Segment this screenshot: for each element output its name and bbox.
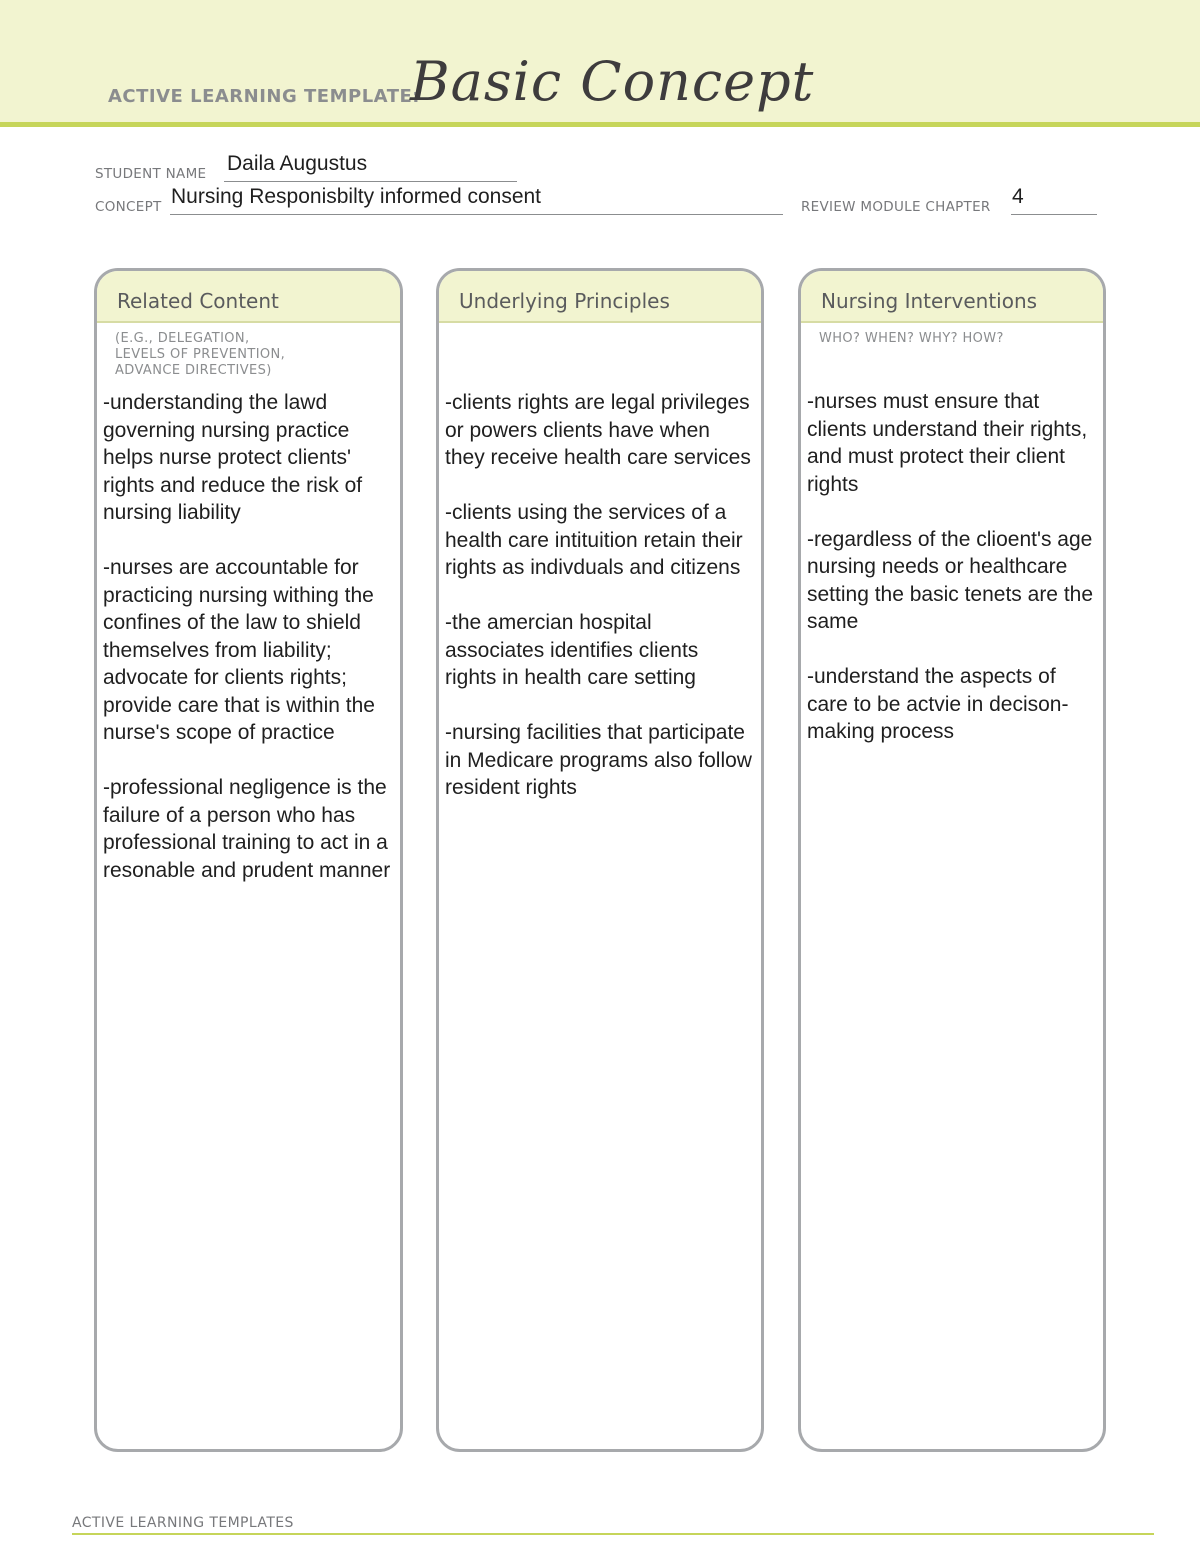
template-label: ACTIVE LEARNING TEMPLATE: (108, 86, 420, 107)
student-name-label: STUDENT NAME (95, 166, 207, 182)
footer-label: ACTIVE LEARNING TEMPLATES (72, 1515, 294, 1531)
panel-header (439, 271, 761, 323)
panel-header (97, 271, 400, 323)
panel-subtitle: WHO? WHEN? WHY? HOW? (819, 331, 1004, 346)
paragraph: -understand the aspects of care to be actvie in decison-making process (807, 665, 1069, 743)
panel-body[interactable] (807, 388, 1095, 773)
paragraph: -the amercian hospital associates identifies clients rights in health care setting (445, 611, 699, 689)
template-title: Basic Concept (410, 50, 815, 113)
panel-header (801, 271, 1103, 323)
paragraph: -professional negligence is the failure of a person who has professional training to act in a resonable and prudent manner (103, 776, 391, 882)
panel-body[interactable] (445, 389, 753, 829)
panel-related-content (94, 268, 403, 1452)
panel-title: Nursing Interventions (821, 289, 1038, 313)
header-rule (0, 122, 1200, 127)
concept-line (170, 214, 783, 215)
paragraph: -nursing facilities that participate in Medicare programs also follow resident rights (445, 721, 752, 799)
paragraph: -clients rights are legal privileges or powers clients have when they receive health care services (445, 391, 751, 469)
paragraph: -understanding the lawd governing nursing practice helps nurse protect clients' rights and reduce the risk of nursing liability (103, 391, 363, 524)
review-module-value[interactable]: 4 (1012, 185, 1024, 208)
panel-title: Underlying Principles (459, 289, 670, 313)
review-module-label: REVIEW MODULE CHAPTER (801, 199, 991, 215)
concept-value[interactable]: Nursing Responisbilty informed consent (171, 185, 542, 208)
panel-title: Related Content (117, 289, 279, 313)
paragraph: -nurses must ensure that clients understand their rights, and must protect their client rights (807, 390, 1088, 496)
paragraph: -clients using the services of a health care intituition retain their rights as indivduals and citizens (445, 501, 743, 579)
panel-subtitle: (E.G., DELEGATION, LEVELS OF PREVENTION, ADVANCE DIRECTIVES) (115, 331, 286, 378)
student-name-value[interactable]: Daila Augustus (227, 152, 368, 175)
concept-label: CONCEPT (95, 199, 162, 215)
panel-body[interactable] (103, 389, 392, 912)
panel-nursing-interventions (798, 268, 1106, 1452)
footer-rule (72, 1533, 1154, 1535)
student-name-line (224, 181, 517, 182)
panel-underlying-principles (436, 268, 764, 1452)
paragraph: -regardless of the clioent's age nursing needs or healthcare setting the basic tenets are the same (807, 527, 1094, 633)
review-module-line (1011, 214, 1097, 215)
paragraph: -nurses are accountable for practicing nursing withing the confines of the law to shield themselves from liability; advocate for clients rights; provide care that is within the nurse's scope of practice (103, 556, 375, 744)
